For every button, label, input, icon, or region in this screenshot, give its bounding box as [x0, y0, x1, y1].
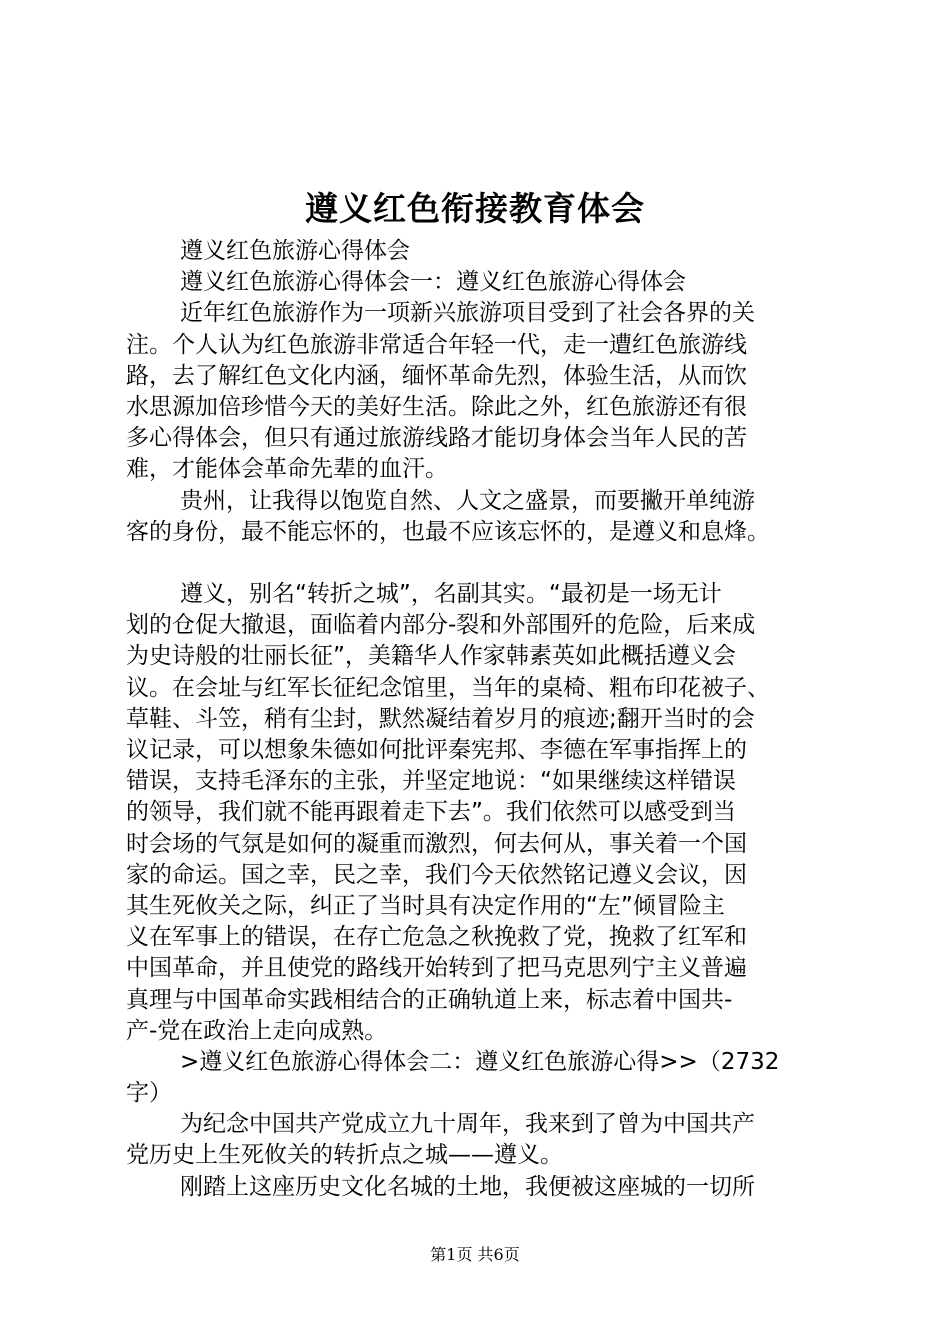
blank-line	[126, 548, 840, 579]
text-line: 时会场的气氛是如何的凝重而激烈，何去何从，事关着一个国	[126, 830, 747, 857]
text-line: 产-党在政治上走向成熟。	[126, 1017, 388, 1044]
text-line: 多心得体会，但只有通过旅游线路才能切身体会当年人民的苦	[126, 425, 747, 452]
text-line: 客的身份，最不能忘怀的，也最不应该忘怀的，是遵义和息烽。	[126, 518, 770, 545]
text-line: 水思源加倍珍惜今天的美好生活。除此之外，红色旅游还有很	[126, 393, 747, 420]
document-body	[126, 236, 840, 1203]
text-line: 义在军事上的错误，在存亡危急之秋挽救了党，挽救了红军和	[126, 924, 747, 951]
text-line: 真理与中国革命实践相结合的正确轨道上来，标志着中国共-	[126, 986, 733, 1013]
text-line: 遵义，别名“转折之城”，名副其实。“最初是一场无计	[180, 581, 722, 608]
text-line: 刚踏上这座历史文化名城的土地，我便被这座城的一切所	[180, 1173, 755, 1200]
text-line: 难，才能体会革命先辈的血汗。	[126, 456, 448, 483]
text-line: 其生死攸关之际，纠正了当时具有决定作用的“左”倾冒险主	[126, 892, 725, 919]
text-line: 家的命运。国之幸，民之幸，我们今天依然铭记遵义会议，因	[126, 861, 747, 888]
text-line: 草鞋、斗笠，稍有尘封，默然凝结着岁月的痕迹;翻开当时的会	[126, 705, 755, 732]
text-line: 的领导，我们就不能再跟着走下去”。我们依然可以感受到当	[126, 799, 736, 826]
document-title: 遵义红色衔接教育体会	[305, 189, 645, 228]
page-footer: 第1页 共6页	[430, 1245, 520, 1264]
text-line: 贵州，让我得以饱览自然、人文之盛景，而要撇开单纯游	[180, 487, 755, 514]
text-line: 党历史上生死攸关的转折点之城——遵义。	[126, 1142, 563, 1169]
text-line: 路，去了解红色文化内涵，缅怀革命先烈，体验生活，从而饮	[126, 362, 747, 389]
text-line: 遵义红色旅游心得体会	[180, 238, 410, 264]
text-line: 议记录，可以想象朱德如何批评秦宪邦、李德在军事指挥上的	[126, 737, 747, 763]
text-line: 划的仓促大撤退，面临着内部分-裂和外部围歼的危险，后来成	[126, 612, 756, 639]
text-line: 近年红色旅游作为一项新兴旅游项目受到了社会各界的关	[180, 300, 755, 327]
text-line: >遵义红色旅游心得体会二：遵义红色旅游心得>>（2732	[180, 1048, 780, 1075]
text-line: 为史诗般的壮丽长征”，美籍华人作家韩素英如此概括遵义会	[126, 643, 736, 670]
text-line: 字）	[126, 1080, 172, 1107]
text-line: 错误，支持毛泽东的主张，并坚定地说：“如果继续这样错误	[126, 768, 736, 795]
text-line: 议。在会址与红军长征纪念馆里，当年的桌椅、粗布印花被子、	[126, 674, 770, 701]
text-line: 遵义红色旅游心得体会一：遵义红色旅游心得体会	[180, 269, 686, 296]
text-line: 注。个人认为红色旅游非常适合年轻一代，走一遭红色旅游线	[126, 331, 747, 358]
text-line: 中国革命，并且使党的路线开始转到了把马克思列宁主义普遍	[126, 955, 747, 982]
text-line: 为纪念中国共产党成立九十周年，我来到了曾为中国共产	[180, 1111, 755, 1138]
